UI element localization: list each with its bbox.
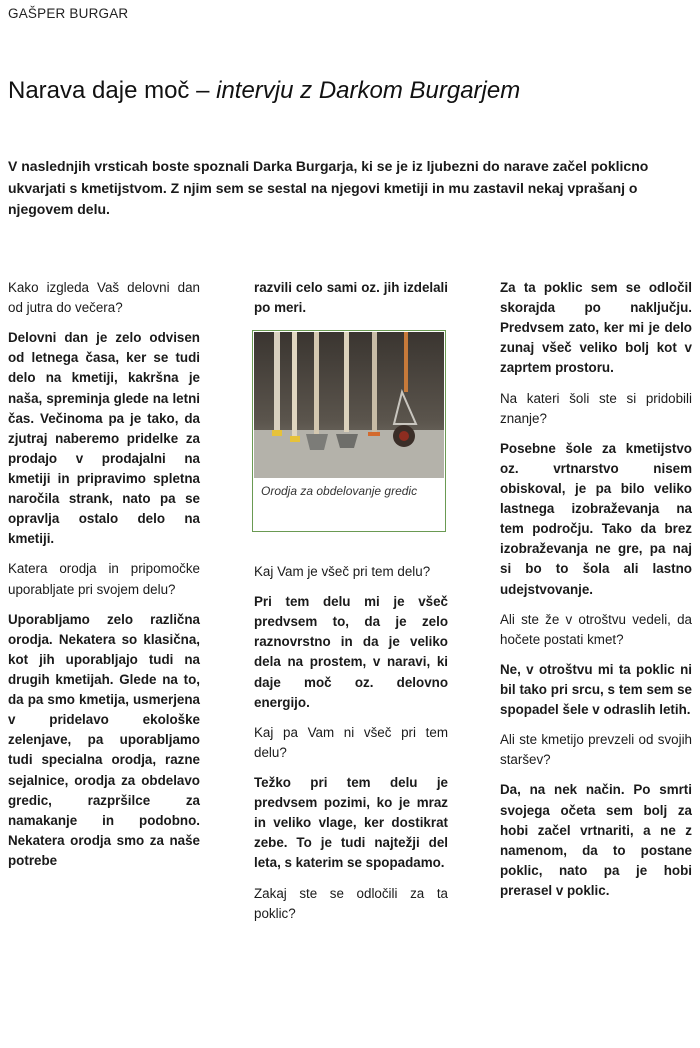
answer: Težko pri tem delu je predvsem pozimi, ko je mraz in veliko vlage, ker dostikrat zebe. To je tudi najtežji del leta, s katerim se spopadamo. (254, 774, 448, 871)
tools-photo (254, 332, 444, 478)
answer: Da, na nek način. Po smrti svojega očeta sem bolj za hobi začel vrtnariti, a ne z namenom, da to postane poklic, nato pa je hobi prerasel v poklic. (500, 782, 692, 898)
answer-continued: razvili celo sami oz. jih izdelali po meri. (254, 280, 448, 316)
question: Kaj Vam je všeč pri tem delu? (254, 564, 431, 579)
title-main: Narava daje moč – (8, 77, 217, 104)
column-3 (500, 278, 692, 911)
question: Ali ste kmetijo prevzeli od svojih staršev? (500, 732, 692, 768)
author-name: GAŠPER BURGAR (8, 6, 129, 21)
column-2 (254, 562, 448, 934)
column-2-top (254, 278, 448, 328)
photo-caption: Orodja za obdelovanje gredic (261, 484, 418, 498)
article-title (8, 78, 688, 104)
answer: Za ta poklic sem se odločil skorajda po naključju. Predvsem zato, ker mi je delo zunaj všeč veliko bolj kot v zaprtem prostoru. (500, 280, 692, 376)
answer: Pri tem delu mi je všeč predvsem to, da je zelo raznovrstno in da je veliko dela na prostem, v naravi, ki daje moč oz. delovno energijo. (254, 594, 448, 710)
intro-paragraph: V naslednjih vrsticah boste spoznali Darka Burgarja, ki se je iz ljubezni do narave začel poklicno ukvarjati s kmetijstvom. Z njim sem se sestal na njegovi kmetiji in mu zastavil nekaj vprašanj o njegovem delu. (8, 158, 649, 218)
answer: Uporabljamo zelo različna orodja. Nekatera so klasična, kot jih uporabljajo tudi na drugih kmetijah. Glede na to, da pa smo kmetija, usmerjena v pridelavo ekološke zelenjave, pa uporabljamo tudi specialna orodja, razne sejalnice, orodja za obdelavo gredic, razpršilce za namakanje in podobno. Nekatera orodja smo za naše potrebe (8, 611, 200, 868)
question: Kako izgleda Vaš delovni dan od jutra do večera? (8, 280, 200, 316)
photo-figure (252, 330, 446, 532)
question: Katera orodja in pripomočke uporabljate pri svojem delu? (8, 561, 200, 597)
question: Zakaj ste se odločili za ta poklic? (254, 885, 448, 921)
question: Kaj pa Vam ni všeč pri tem delu? (254, 724, 448, 760)
column-1 (8, 278, 200, 881)
answer: Delovni dan je zelo odvisen od letnega časa, ker se tudi delo na kmetiji, kakršna je naša, spreminja glede na letni čas. Večinoma pa je tako, da zjutraj naberemo pridelke za prodajo v prodajalni na kmetiji in pripravimo spletna naročila strank, nato pa se opravlja ostalo delo na kmetiji. (8, 330, 200, 547)
title-subtitle: intervju z Darkom Burgarjem (216, 77, 521, 104)
question: Na kateri šoli ste si pridobili znanje? (500, 390, 692, 426)
question: Ali ste že v otroštvu vedeli, da hočete postati kmet? (500, 611, 692, 647)
answer: Ne, v otroštvu mi ta poklic ni bil tako pri srcu, s tem sem se spopadel šele v odraslih letih. (500, 661, 692, 718)
answer: Posebne šole za kmetijstvo oz. vrtnarstvo nisem obiskoval, je pa bilo veliko lastnega izobraževanja na tem področju. Tako da brez izobraževanja ne gre, pa naj si bo to šola ali lastno udejstvovanje. (500, 440, 692, 597)
